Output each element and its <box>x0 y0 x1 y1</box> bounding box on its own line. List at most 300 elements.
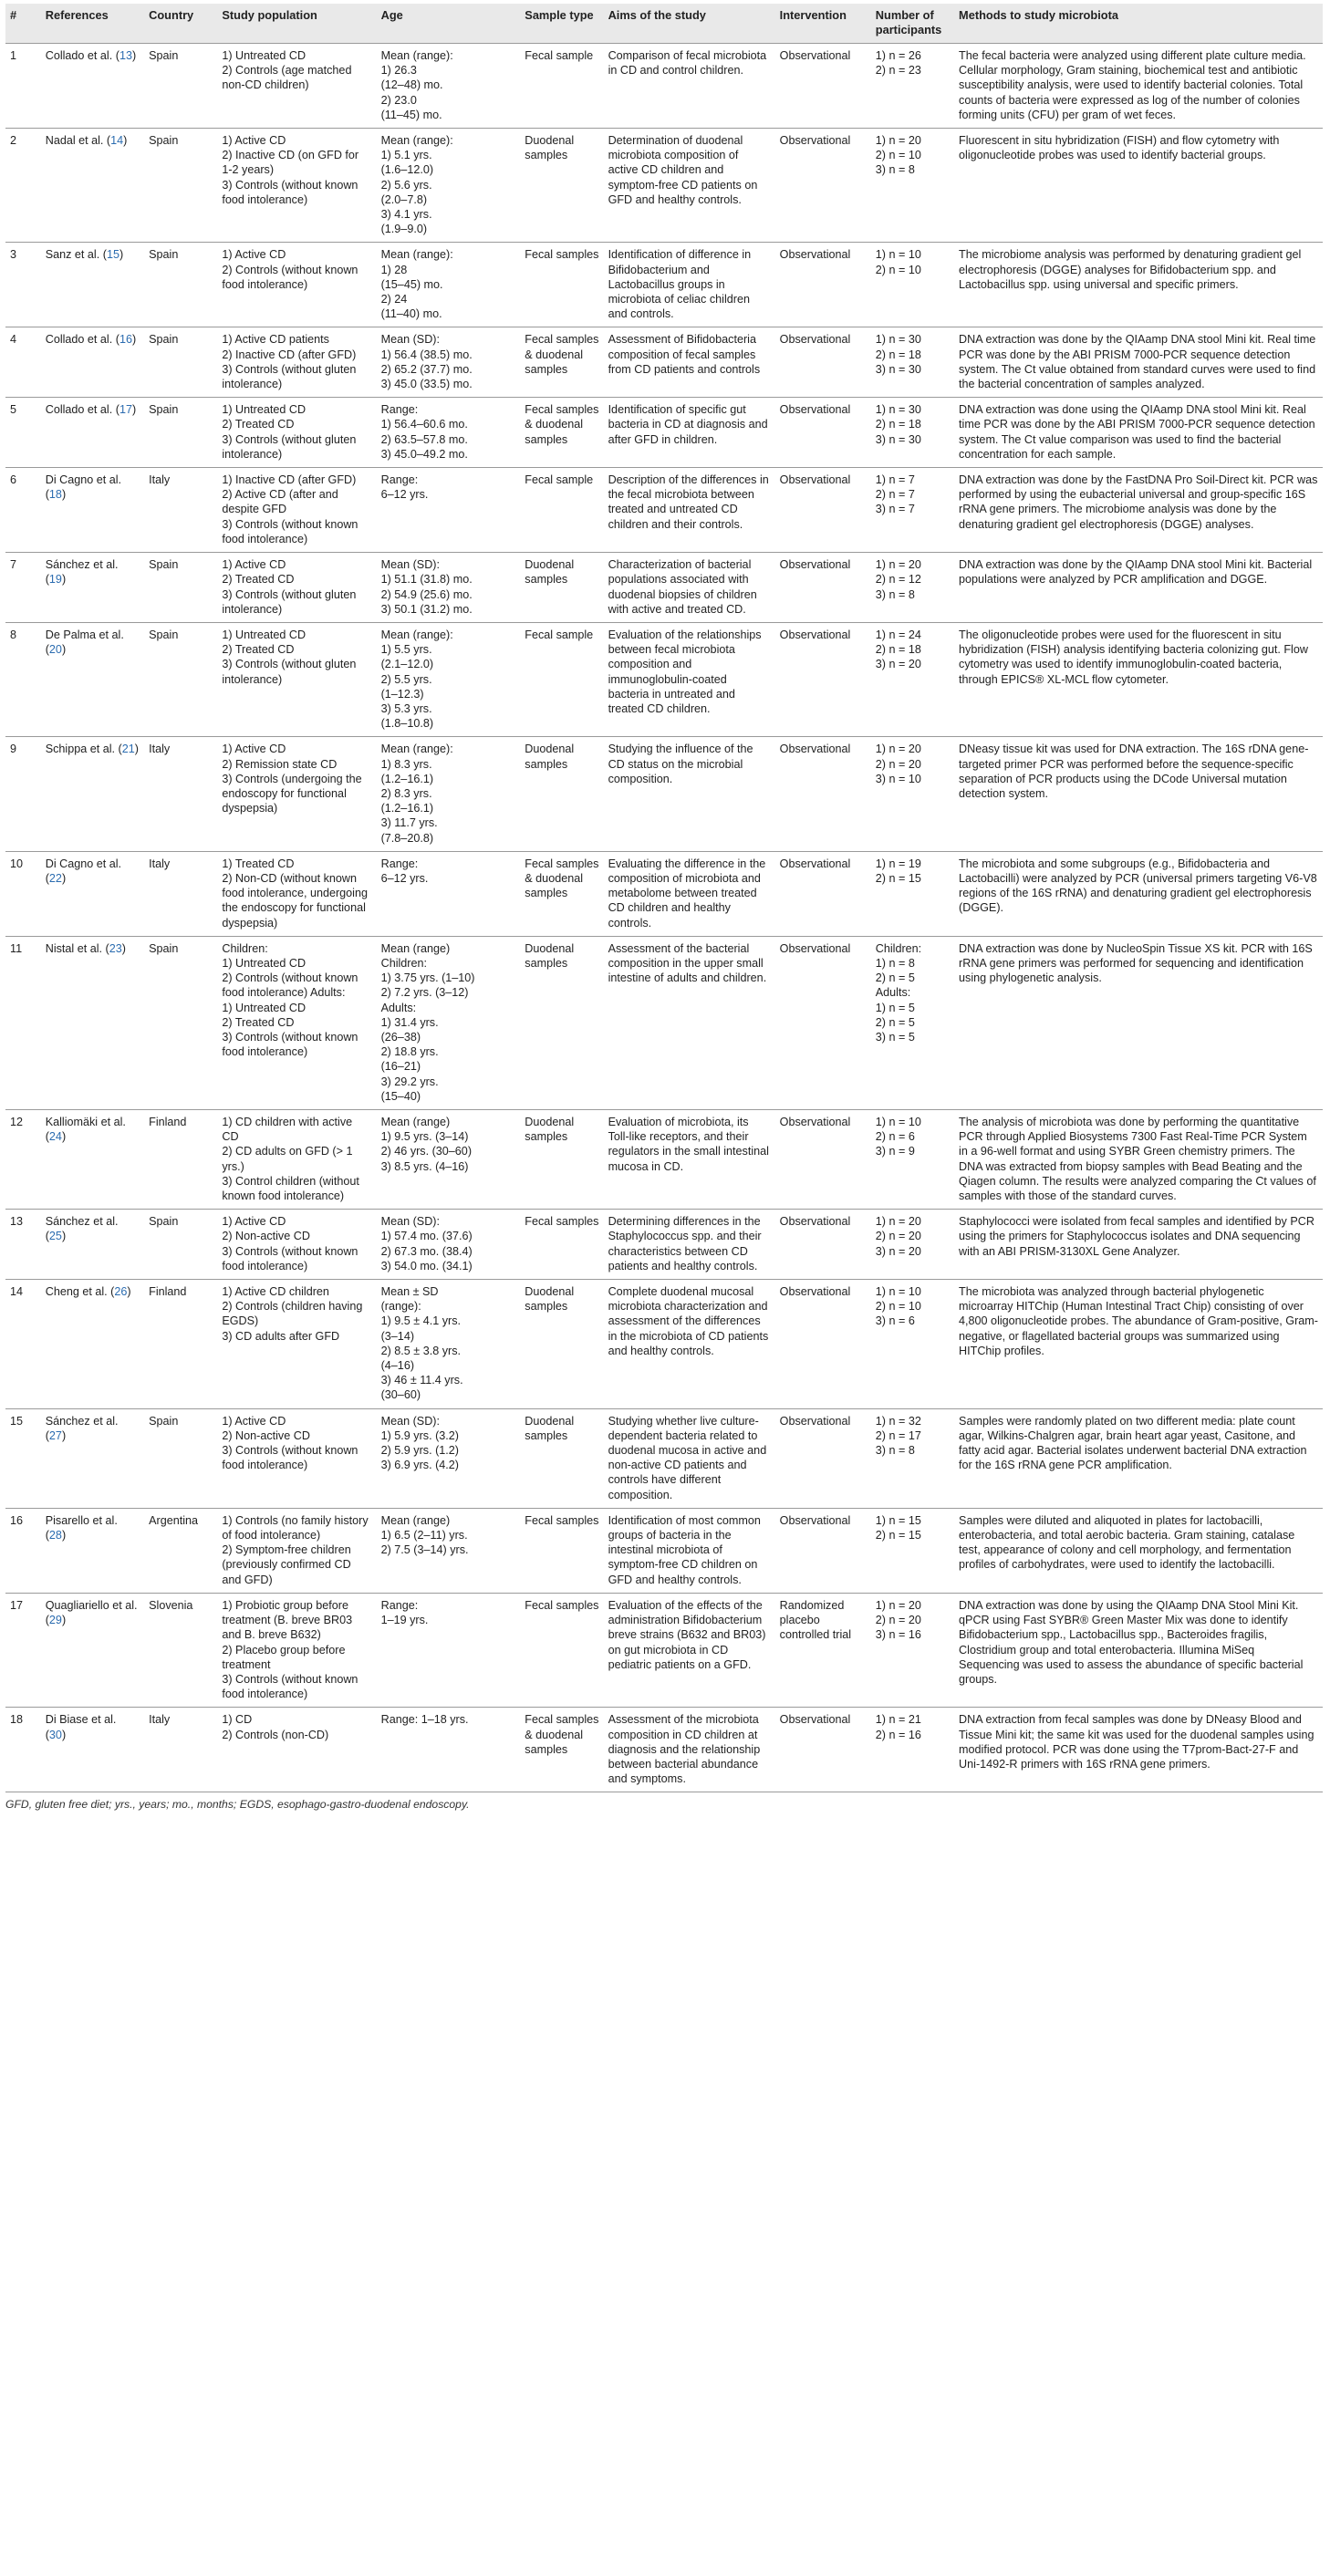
age-line: 1) 9.5 yrs. (3–14) <box>380 1130 469 1144</box>
age-line: Range: 1–18 yrs. <box>380 1713 469 1727</box>
age-line: 2) 24 <box>380 293 408 306</box>
methods: DNA extraction from fecal samples was done by DNeasy Blood and Tissue Mini kit; the same kit was used for the duodenal samples using modified protocol. PCR was done using the T7prom-Bact-27-F and Uni-1492-R primers with 16S rRNA gene primers. <box>954 1708 1323 1792</box>
age-line: 3) 4.1 yrs. <box>380 208 432 222</box>
age-line: Range: <box>380 473 419 487</box>
reference-link[interactable]: 26 <box>114 1285 128 1299</box>
reference-link[interactable]: 23 <box>109 941 122 955</box>
age-line: 2) 5.5 yrs. <box>380 672 432 686</box>
row-number: 17 <box>5 1593 41 1707</box>
study-population <box>217 1508 376 1593</box>
study-population-line: 3) Controls (without known food intolerance) <box>222 1030 358 1059</box>
participants-line: 2) n = 18 <box>875 643 921 657</box>
study-population-line: 1) Untreated CD <box>222 403 307 417</box>
methods: The microbiota and some subgroups (e.g., Bifidobacteria and Lactobacilli) were analyzed by PCR (universal primers targeting V6-V8 regions of the 16S rRNA) and denaturing gradient gel electrophoresis (DGGE). <box>954 851 1323 936</box>
author: Nistal et al. <box>45 941 103 955</box>
participants-line: 1) n = 15 <box>875 1513 921 1527</box>
age-line: 2) 7.2 yrs. (3–12) <box>380 986 469 1000</box>
age-line: 3) 45.0 (33.5) mo. <box>380 378 473 391</box>
participants-line: 2) n = 10 <box>875 263 921 276</box>
row-number: 9 <box>5 737 41 851</box>
country: Finland <box>144 1110 217 1210</box>
intervention: Observational <box>775 622 871 736</box>
participants <box>871 1408 954 1508</box>
participants <box>871 129 954 243</box>
study-population-line: 2) Treated CD <box>222 418 295 431</box>
methods: DNA extraction was done by NucleoSpin Tissue XS kit. PCR with 16S rRNA gene primers was performed for sequencing and identification using phylogenetic analysis. <box>954 936 1323 1109</box>
row-number: 10 <box>5 851 41 936</box>
age-line: Mean (SD): <box>380 333 440 347</box>
reference-cell: Cheng et al. (26) <box>41 1280 144 1409</box>
participants-line: 2) n = 17 <box>875 1428 921 1442</box>
reference-link[interactable]: 17 <box>119 403 132 417</box>
reference-cell: Schippa et al. (21) <box>41 737 144 851</box>
age-line: 1) 3.75 yrs. (1–10) <box>380 971 475 985</box>
study-population-line: 1) CD <box>222 1713 253 1727</box>
reference-cell: Quagliariello et al. (29) <box>41 1593 144 1707</box>
reference-cell: Nadal et al. (14) <box>41 129 144 243</box>
age-line: Mean (range) <box>380 1513 451 1527</box>
study-population <box>217 622 376 736</box>
reference-cell: Sanz et al. (15) <box>41 243 144 327</box>
table-row <box>5 553 1323 623</box>
reference-link[interactable]: 27 <box>48 1428 62 1442</box>
study-population-line: 3) Controls (without known food intolerance) <box>222 1444 358 1472</box>
intervention: Observational <box>775 1408 871 1508</box>
table-row <box>5 1508 1323 1593</box>
aims: Evaluation of microbiota, its Toll-like receptors, and their regulators in the small intestinal mucosa in CD. <box>604 1110 775 1210</box>
study-population-line: 1) Untreated CD <box>222 49 307 62</box>
intervention: Observational <box>775 44 871 129</box>
table-row <box>5 243 1323 327</box>
intervention: Observational <box>775 468 871 553</box>
participants-line: 1) n = 8 <box>875 956 915 970</box>
participants-line: 1) n = 30 <box>875 333 921 347</box>
age-line: (11–40) mo. <box>380 307 442 321</box>
country: Spain <box>144 129 217 243</box>
age-line: 3) 45.0–49.2 mo. <box>380 447 468 461</box>
study-population <box>217 737 376 851</box>
participants-line: Children: <box>875 941 922 955</box>
participants-line: 3) n = 16 <box>875 1628 921 1642</box>
sample-type: Fecal samples <box>520 1593 603 1707</box>
aims: Determining differences in the Staphylococcus spp. and their characteristics between CD patients and healthy controls. <box>604 1210 775 1280</box>
age <box>377 1408 521 1508</box>
age-line: 1–19 yrs. <box>380 1614 429 1627</box>
sample-type: Fecal samples & duodenal samples <box>520 327 603 398</box>
methods: DNA extraction was done by using the QIAamp DNA Stool Mini Kit. qPCR using Fast SYBR® Green Master Mix was done to identify Bifidobacterium spp., Lactobacillus spp., Bacteroides fragilis, Clostridium group and total enterobacteria. Illumina MiSeq Sequencing was used to assess the abundance of specific bacterial groups. <box>954 1593 1323 1707</box>
participants <box>871 851 954 936</box>
participants <box>871 1210 954 1280</box>
sample-type: Duodenal samples <box>520 129 603 243</box>
study-population-line: 2) CD adults on GFD (> 1 yrs.) <box>222 1145 353 1173</box>
intervention: Observational <box>775 936 871 1109</box>
header-row <box>5 4 1323 44</box>
reference-cell: Sánchez et al. (27) <box>41 1408 144 1508</box>
age-line: (4–16) <box>380 1359 415 1373</box>
participants-line: 2) n = 18 <box>875 348 921 361</box>
aims: Determination of duodenal microbiota composition of active CD children and symptom-free CD patients on GFD and healthy controls. <box>604 129 775 243</box>
aims: Identification of specific gut bacteria in CD at diagnosis and after GFD in children. <box>604 398 775 468</box>
participants-line: 2) n = 20 <box>875 1230 921 1243</box>
methods: DNA extraction was done using the QIAamp DNA stool Mini kit. Real time PCR was done by the ABI PRISM 7000-PCR sequence detection system. The Ct value comparison was used to find the bacterial concentration for each sample. <box>954 398 1323 468</box>
author: Collado et al. <box>45 333 113 347</box>
age-line: 2) 54.9 (25.6) mo. <box>380 587 473 601</box>
study-population-line: 1) Treated CD <box>222 857 295 870</box>
study-population-line: 1) Controls (no family history of food intolerance) <box>222 1513 369 1542</box>
methods: Staphylococci were isolated from fecal samples and identified by PCR using the primers for Staphylococcus isolates and DNA sequencing with an ABI PRISM-3130XL Gene Analyzer. <box>954 1210 1323 1280</box>
country: Italy <box>144 468 217 553</box>
age-line: (1–12.3) <box>380 687 424 701</box>
intervention: Observational <box>775 851 871 936</box>
participants <box>871 44 954 129</box>
age-line: 1) 5.9 yrs. (3.2) <box>380 1428 459 1442</box>
intervention: Observational <box>775 327 871 398</box>
participants-line: 1) n = 10 <box>875 1116 921 1128</box>
header-country: Country <box>144 4 217 44</box>
reference-link[interactable]: 15 <box>106 248 119 262</box>
age-line: 3) 50.1 (31.2) mo. <box>380 602 473 616</box>
row-number: 2 <box>5 129 41 243</box>
participants-line: 3) n = 30 <box>875 432 921 446</box>
reference-cell: Pisarello et al. (28) <box>41 1508 144 1593</box>
age-line: Children: <box>380 956 428 970</box>
methods: DNA extraction was done by the QIAamp DNA stool Mini kit. Real time PCR was done by the ABI PRISM 7000-PCR sequence detection system. The Ct value obtained from standard curves were used to find the bacterial concentration of samples analyzed. <box>954 327 1323 398</box>
age-line: 3) 5.3 yrs. <box>380 701 432 715</box>
reference-link[interactable]: 14 <box>110 134 124 148</box>
row-number: 15 <box>5 1408 41 1508</box>
age-line: 1) 5.1 yrs. <box>380 149 432 162</box>
country: Spain <box>144 622 217 736</box>
sample-type: Fecal samples & duodenal samples <box>520 1708 603 1792</box>
age-line: (1.2–16.1) <box>380 802 434 815</box>
sample-type: Fecal samples <box>520 243 603 327</box>
row-number: 4 <box>5 327 41 398</box>
study-population-line: 2) Non-CD (without known food intolerance, undergoing the endoscopy for functional dyspepsia) <box>222 871 368 930</box>
aims: Studying the influence of the CD status on the microbial composition. <box>604 737 775 851</box>
age-line: 2) 8.3 yrs. <box>380 786 432 800</box>
study-population-line: 1) Active CD <box>222 743 286 756</box>
table-row <box>5 398 1323 468</box>
reference-cell: Collado et al. (13) <box>41 44 144 129</box>
participants <box>871 936 954 1109</box>
study-population-line: 2) Non-active CD <box>222 1230 310 1243</box>
age-line: (1.6–12.0) <box>380 163 434 177</box>
participants-line: 1) n = 10 <box>875 1285 921 1299</box>
author: Nadal et al. <box>45 134 104 148</box>
participants-line: 1) n = 20 <box>875 558 921 572</box>
study-population-line: 1) Inactive CD (after GFD) <box>222 473 357 487</box>
reference-cell: Di Cagno et al. (18) <box>41 468 144 553</box>
sample-type: Fecal sample <box>520 468 603 553</box>
age <box>377 243 521 327</box>
table-row <box>5 1280 1323 1409</box>
reference-cell: Di Biase et al. (30) <box>41 1708 144 1792</box>
age <box>377 737 521 851</box>
age <box>377 129 521 243</box>
age-line: 3) 6.9 yrs. (4.2) <box>380 1459 459 1472</box>
country: Italy <box>144 851 217 936</box>
age <box>377 851 521 936</box>
participants-line: 3) n = 10 <box>875 772 921 785</box>
age-line: (11–45) mo. <box>380 108 442 121</box>
table-row <box>5 129 1323 243</box>
table-body <box>5 44 1323 1792</box>
participants-line: 2) n = 18 <box>875 418 921 431</box>
age <box>377 468 521 553</box>
age-line: Mean (SD): <box>380 1215 440 1229</box>
methods: The oligonucleotide probes were used for the fluorescent in situ hybridization (FISH) analysis identifying bacteria colonizing gut. Flow cytometry was used to identify immunoglobulin-coated bacteria, through EPICS® XL-MCL flow cytometer. <box>954 622 1323 736</box>
age-line: 2) 5.6 yrs. <box>380 178 432 192</box>
age-line: 1) 57.4 mo. (37.6) <box>380 1230 473 1243</box>
table-row <box>5 1210 1323 1280</box>
reference-cell: Nistal et al. (23) <box>41 936 144 1109</box>
reference-link[interactable]: 24 <box>48 1130 62 1144</box>
participants <box>871 1593 954 1707</box>
country: Spain <box>144 44 217 129</box>
reference-link[interactable]: 19 <box>48 573 62 587</box>
country: Finland <box>144 1280 217 1409</box>
age-line: Mean (SD): <box>380 1414 440 1428</box>
sample-type: Fecal samples <box>520 1210 603 1280</box>
age-line: (7.8–20.8) <box>380 831 434 845</box>
age-line: Adults: <box>380 1001 417 1014</box>
age-line: 1) 28 <box>380 263 408 276</box>
sample-type: Duodenal samples <box>520 737 603 851</box>
participants-line: 1) n = 7 <box>875 473 915 487</box>
study-population-line: 1) Untreated CD <box>222 956 307 970</box>
country: Argentina <box>144 1508 217 1593</box>
participants <box>871 737 954 851</box>
row-number: 3 <box>5 243 41 327</box>
sample-type: Fecal sample <box>520 622 603 736</box>
participants <box>871 1708 954 1792</box>
intervention: Observational <box>775 1210 871 1280</box>
country: Spain <box>144 936 217 1109</box>
age-line: 2) 67.3 mo. (38.4) <box>380 1244 473 1258</box>
participants <box>871 398 954 468</box>
country: Spain <box>144 243 217 327</box>
reference-link[interactable]: 20 <box>48 643 62 657</box>
age-line: 1) 26.3 <box>380 64 417 78</box>
participants-line: 1) n = 20 <box>875 743 921 756</box>
age-line: (3–14) <box>380 1329 415 1343</box>
age <box>377 1110 521 1210</box>
age-line: 1) 51.1 (31.8) mo. <box>380 573 473 587</box>
participants-line: 1) n = 20 <box>875 1598 921 1612</box>
study-population-line: 2) Non-active CD <box>222 1428 310 1442</box>
reference-link[interactable]: 16 <box>119 333 132 347</box>
header-methods: Methods to study microbiota <box>954 4 1323 44</box>
age-line: 1) 56.4–60.6 mo. <box>380 418 468 431</box>
study-population <box>217 1708 376 1792</box>
participants-line: 3) n = 20 <box>875 1244 921 1258</box>
row-number: 12 <box>5 1110 41 1210</box>
study-population-line: 3) Controls (without gluten intolerance) <box>222 658 357 686</box>
intervention: Observational <box>775 129 871 243</box>
age <box>377 44 521 129</box>
age-line: 2) 8.5 ± 3.8 yrs. <box>380 1344 462 1357</box>
age-line: (26–38) <box>380 1030 421 1044</box>
age-line: Mean (range): <box>380 49 453 62</box>
participants-line: 2) n = 15 <box>875 1529 921 1542</box>
age-line: 2) 63.5–57.8 mo. <box>380 432 468 446</box>
participants-line: 1) n = 32 <box>875 1414 921 1428</box>
header-intervention: Intervention <box>775 4 871 44</box>
aims: Studying whether live culture-dependent bacteria related to duodenal mucosa in active and non-active CD patients and controls have different composition. <box>604 1408 775 1508</box>
participants <box>871 622 954 736</box>
age <box>377 553 521 623</box>
study-population-line: 2) Controls (non-CD) <box>222 1728 329 1741</box>
participants-line: 2) n = 5 <box>875 1015 915 1029</box>
study-population <box>217 129 376 243</box>
study-population-line: 1) Active CD <box>222 134 286 148</box>
reference-link[interactable]: 22 <box>48 871 62 885</box>
row-number: 14 <box>5 1280 41 1409</box>
study-population <box>217 468 376 553</box>
study-population <box>217 1280 376 1409</box>
participants-line: 1) n = 20 <box>875 1215 921 1229</box>
participants-line: 1) n = 10 <box>875 248 921 262</box>
study-population-line: 3) Controls (without gluten intolerance) <box>222 587 357 616</box>
study-population-line: 1) Untreated CD <box>222 1001 307 1014</box>
table-row <box>5 1593 1323 1707</box>
study-population-line: 1) Active CD <box>222 248 286 262</box>
participants-line: 1) n = 30 <box>875 403 921 417</box>
participants-line: 2) n = 7 <box>875 488 915 502</box>
sample-type: Fecal samples <box>520 1508 603 1593</box>
methods: The microbiota was analyzed through bacterial phylogenetic microarray HITChip (Human Intestinal Tract Chip) consisting of over 4,800 oligonucleotide probes. The abundance of Gram-positive, Gram-negative, or flagellated bacterial groups was summarized using HITChip profiles. <box>954 1280 1323 1409</box>
header-aims: Aims of the study <box>604 4 775 44</box>
intervention: Observational <box>775 243 871 327</box>
age <box>377 1508 521 1593</box>
row-number: 16 <box>5 1508 41 1593</box>
country: Spain <box>144 398 217 468</box>
age-line: Mean (range) <box>380 941 451 955</box>
methods: The fecal bacteria were analyzed using different plate culture media. Cellular morphology, Gram staining, biochemical test and antibiotic susceptibility analysis, were used to identify bacterial colonies. Total counts of bacteria were expressed as log of the number of colonies forming units (CFU) per gram of wet feces. <box>954 44 1323 129</box>
reference-link[interactable]: 13 <box>119 49 132 62</box>
reference-link[interactable]: 30 <box>48 1728 62 1741</box>
age-line: Range: <box>380 857 419 870</box>
study-population-line: 3) Controls (without known food intolerance) <box>222 517 358 545</box>
studies-table <box>5 4 1323 1792</box>
intervention: Observational <box>775 1708 871 1792</box>
country: Italy <box>144 737 217 851</box>
table-row <box>5 622 1323 736</box>
table-row <box>5 1408 1323 1508</box>
header-study-population: Study population <box>217 4 376 44</box>
row-number: 6 <box>5 468 41 553</box>
study-population-line: 2) Inactive CD (on GFD for 1-2 years) <box>222 149 359 177</box>
study-population-line: 2) Remission state CD <box>222 757 338 771</box>
header-number: # <box>5 4 41 44</box>
table-row <box>5 1708 1323 1792</box>
methods: DNA extraction was done by the QIAamp DNA stool Mini kit. Bacterial populations were analyzed by PCR amplification and DGGE. <box>954 553 1323 623</box>
age-line: 2) 5.9 yrs. (1.2) <box>380 1444 459 1458</box>
age <box>377 1708 521 1792</box>
author: Schippa et al. <box>45 743 116 756</box>
participants-line: 2) n = 10 <box>875 1300 921 1314</box>
reference-link[interactable]: 21 <box>121 743 135 756</box>
study-population <box>217 851 376 936</box>
reference-cell: Collado et al. (17) <box>41 398 144 468</box>
reference-link[interactable]: 29 <box>48 1614 62 1627</box>
participants-line: 3) n = 8 <box>875 1444 915 1458</box>
age-line: 2) 23.0 <box>380 93 417 107</box>
aims: Characterization of bacterial populations associated with duodenal biopsies of children with active and treated CD. <box>604 553 775 623</box>
participants-line: 3) n = 7 <box>875 503 915 516</box>
age-line: (1.8–10.8) <box>380 717 434 731</box>
age-line: (15–45) mo. <box>380 277 443 291</box>
reference-cell: Collado et al. (16) <box>41 327 144 398</box>
study-population-line: 3) Control children (without known food intolerance) <box>222 1174 359 1203</box>
study-population-line: 2) Controls (without known food intolerance) Adults: <box>222 971 358 1000</box>
study-population-line: 3) Controls (undergoing the endoscopy for functional dyspepsia) <box>222 772 362 815</box>
study-population <box>217 44 376 129</box>
study-population <box>217 936 376 1109</box>
age-line: 1) 5.5 yrs. <box>380 643 432 657</box>
participants <box>871 1280 954 1409</box>
aims: Evaluation of the effects of the administration Bifidobacterium breve strains (B632 and BR03) on gut microbiota in CD pediatric patients on a GFD. <box>604 1593 775 1707</box>
intervention: Observational <box>775 553 871 623</box>
row-number: 1 <box>5 44 41 129</box>
participants <box>871 1508 954 1593</box>
participants <box>871 327 954 398</box>
table-row <box>5 936 1323 1109</box>
study-population <box>217 553 376 623</box>
age <box>377 1280 521 1409</box>
age-line: (1.9–9.0) <box>380 223 428 236</box>
table-row <box>5 1110 1323 1210</box>
age <box>377 327 521 398</box>
row-number: 5 <box>5 398 41 468</box>
age <box>377 398 521 468</box>
participants-line: 1) n = 21 <box>875 1713 921 1727</box>
intervention: Observational <box>775 1508 871 1593</box>
methods: DNA extraction was done by the FastDNA Pro Soil-Direct kit. PCR was performed by using the eubacterial universal and group-specific 16S rRNA gene primers. The microbiome analysis was done by the denaturing gradient gel electrophoresis (DGGE) analyses. <box>954 468 1323 553</box>
methods: The microbiome analysis was performed by denaturing gradient gel electrophoresis (DGGE) analyses for Bifidobacterium spp. and Lactobacillus spp. using universal and specific primers. <box>954 243 1323 327</box>
participants-line: 1) n = 24 <box>875 628 921 641</box>
study-population-line: 2) Treated CD <box>222 643 295 657</box>
reference-link[interactable]: 25 <box>48 1230 62 1243</box>
age-line: 1) 31.4 yrs. <box>380 1015 439 1029</box>
table-row <box>5 737 1323 851</box>
author: Sánchez et al. <box>45 558 119 572</box>
participants-line: 2) n = 15 <box>875 871 921 885</box>
study-population-line: 3) Controls (without known food intolerance) <box>222 1672 358 1701</box>
reference-link[interactable]: 28 <box>48 1529 62 1542</box>
age-line: Mean (range): <box>380 628 453 641</box>
methods: The analysis of microbiota was done by performing the quantitative PCR through Applied Biosystems 7300 Fast Real-Time PCR System in a 96-well format and using SYBR Green chemistry primers. The DNA was extracted from biopsy samples with Bead Beating and the Qiagen column. The results were analyzed comparing the Ct values of samples with those of the standard curves. <box>954 1110 1323 1210</box>
header-participants: Number of participants <box>871 4 954 44</box>
author: Pisarello et al. <box>45 1513 118 1527</box>
author: Collado et al. <box>45 403 113 417</box>
reference-link[interactable]: 18 <box>48 488 62 502</box>
intervention: Observational <box>775 1280 871 1409</box>
age-line: 3) 29.2 yrs. <box>380 1075 439 1088</box>
intervention: Observational <box>775 398 871 468</box>
age-line: Mean (range): <box>380 248 453 262</box>
row-number: 13 <box>5 1210 41 1280</box>
row-number: 7 <box>5 553 41 623</box>
age-line: 2) 65.2 (37.7) mo. <box>380 362 473 376</box>
age-line: 3) 11.7 yrs. <box>380 816 438 830</box>
aims: Assessment of the microbiota composition in CD children at diagnosis and the relationship between bacterial abundance and symptoms. <box>604 1708 775 1792</box>
age-line: (2.0–7.8) <box>380 192 428 206</box>
author: Collado et al. <box>45 49 113 62</box>
participants <box>871 468 954 553</box>
study-population <box>217 1593 376 1707</box>
participants-line: 2) n = 12 <box>875 573 921 587</box>
